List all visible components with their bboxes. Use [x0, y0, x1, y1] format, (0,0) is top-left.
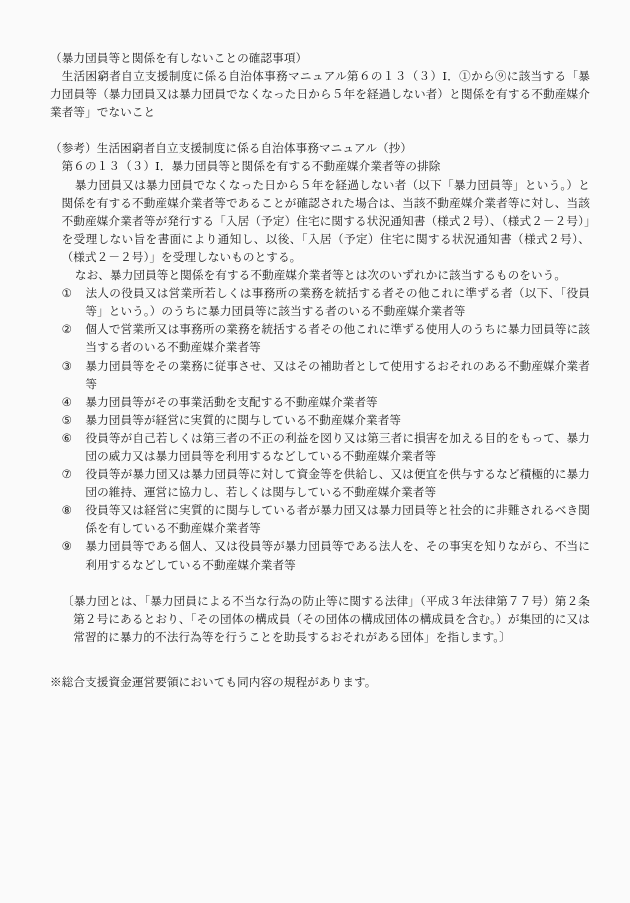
item-text-4: 暴力団員等がその事業活動を支配する不動産媒介業者等 [85, 395, 378, 409]
item-text-5: 暴力団員等が経営に実質的に関与している不動産媒介業者等 [85, 413, 402, 427]
list-item [50, 502, 590, 538]
list-item [50, 430, 590, 466]
list-item [50, 321, 590, 357]
item-text-9: 暴力団員等である個人、又は役員等が暴力団員等である法人を、その事実を知りながら、不当に利用するなどしている不動産媒介業者等 [85, 540, 590, 572]
list-item [50, 538, 590, 574]
item-text-7: 役員等が暴力団又は暴力団員等に対して資金等を供給し、又は便宜を供与するなど積極的に暴力団の維持、運営に協力し、若しくは関与している不動産媒介業者等 [85, 468, 590, 500]
item-marker-1: ① [61, 287, 73, 301]
section-spacer-1 [50, 122, 590, 140]
item-text-8: 役員等又は経営に実質的に関与している者が暴力団又は暴力団員等と社会的に非難されるべき関係を有している不動産媒介業者等 [85, 504, 590, 536]
section-spacer-3 [50, 647, 590, 665]
item-marker-2: ② [61, 323, 73, 337]
list-item [50, 412, 590, 430]
list-item [50, 394, 590, 412]
section-spacer-2 [50, 575, 590, 593]
reference-paragraph-2: なお、暴力団員等と関係を有する不動産媒介業者等とは次のいずれかに該当するものをいう。 [74, 269, 567, 283]
item-marker-3: ③ [61, 359, 73, 373]
list-item [50, 358, 590, 394]
item-marker-8: ⑧ [61, 504, 73, 518]
item-marker-9: ⑨ [61, 540, 73, 554]
exclusion-criteria-list [50, 285, 590, 575]
footer-note: ※総合支援資金運営要領においても同内容の規程があります。 [50, 675, 377, 689]
item-text-1: 法人の役員又は営業所若しくは事務所の業務を統括する者その他これに準ずる者（以下、「役員等」という。）のうちに暴力団員等に該当する者のいる不動産媒介業者等 [85, 287, 590, 319]
item-marker-6: ⑥ [61, 431, 73, 445]
item-text-3: 暴力団員等をその業務に従事させ、又はその補助者として使用するおそれのある不動産媒介業者等 [85, 359, 590, 391]
list-item [50, 285, 590, 321]
confirmation-heading: （暴力団員等と関係を有しないことの確認事項） [50, 52, 308, 65]
reference-paragraph-1: 暴力団員又は暴力団員でなくなった日から５年を経過しない者（以下「暴力団員等」という。）と関係を有する不動産媒介業者等であることが確認された場合は、当該不動産媒介業者等に対し、当該不動産媒介業者等が発行する「入居（予定）住宅に関する状況通知書（様式２号）、（様式２－２号）」を受理しない旨を書面により通知し、以後、「入居（予定）住宅に関する状況通知書（様式２号）、（様式２－２号）」を受理しないものとする。 [61, 178, 590, 264]
list-item [50, 466, 590, 502]
item-marker-4: ④ [61, 395, 73, 409]
item-text-6: 役員等が自己若しくは第三者の不正の利益を図り又は第三者に損害を加える目的をもって、暴力団の威力又は暴力団員等を利用するなどしている不動産媒介業者等 [85, 431, 590, 463]
section-spacer-4 [50, 665, 590, 674]
item-marker-7: ⑦ [61, 468, 73, 482]
item-marker-5: ⑤ [61, 413, 73, 427]
confirmation-body-text: 生活困窮者自立支援制度に係る自治体事務マニュアル第６の１３（３）Ⅰ．①から⑨に該当する「暴力団員等（暴力団員又は暴力団員でなくなった日から５年を経過しない者）と関係を有する不動産媒介業者等」でないこと [50, 70, 590, 120]
reference-heading: （参考）生活困窮者自立支援制度に係る自治体事務マニュアル（抄） [50, 142, 413, 156]
document-body [50, 50, 590, 692]
reference-subheading: 第６の１３（３）Ⅰ．暴力団員等と関係を有する不動産媒介業者等の排除 [61, 160, 441, 174]
definition-note: 〔暴力団とは、「暴力団員による不当な行為の防止等に関する法律」（平成３年法律第７７号）第２条第２号にあるとおり、「その団体の構成員（その団体の構成団体の構成員を含む。）が集団的に又は常習的に暴力的不法行為等を行うことを助長するおそれがある団体」を指します。〕 [62, 594, 590, 644]
item-text-2: 個人で営業所又は事務所の業務を統括する者その他これに準ずる使用人のうちに暴力団員等に該当する者のいる不動産媒介業者等 [85, 323, 590, 355]
